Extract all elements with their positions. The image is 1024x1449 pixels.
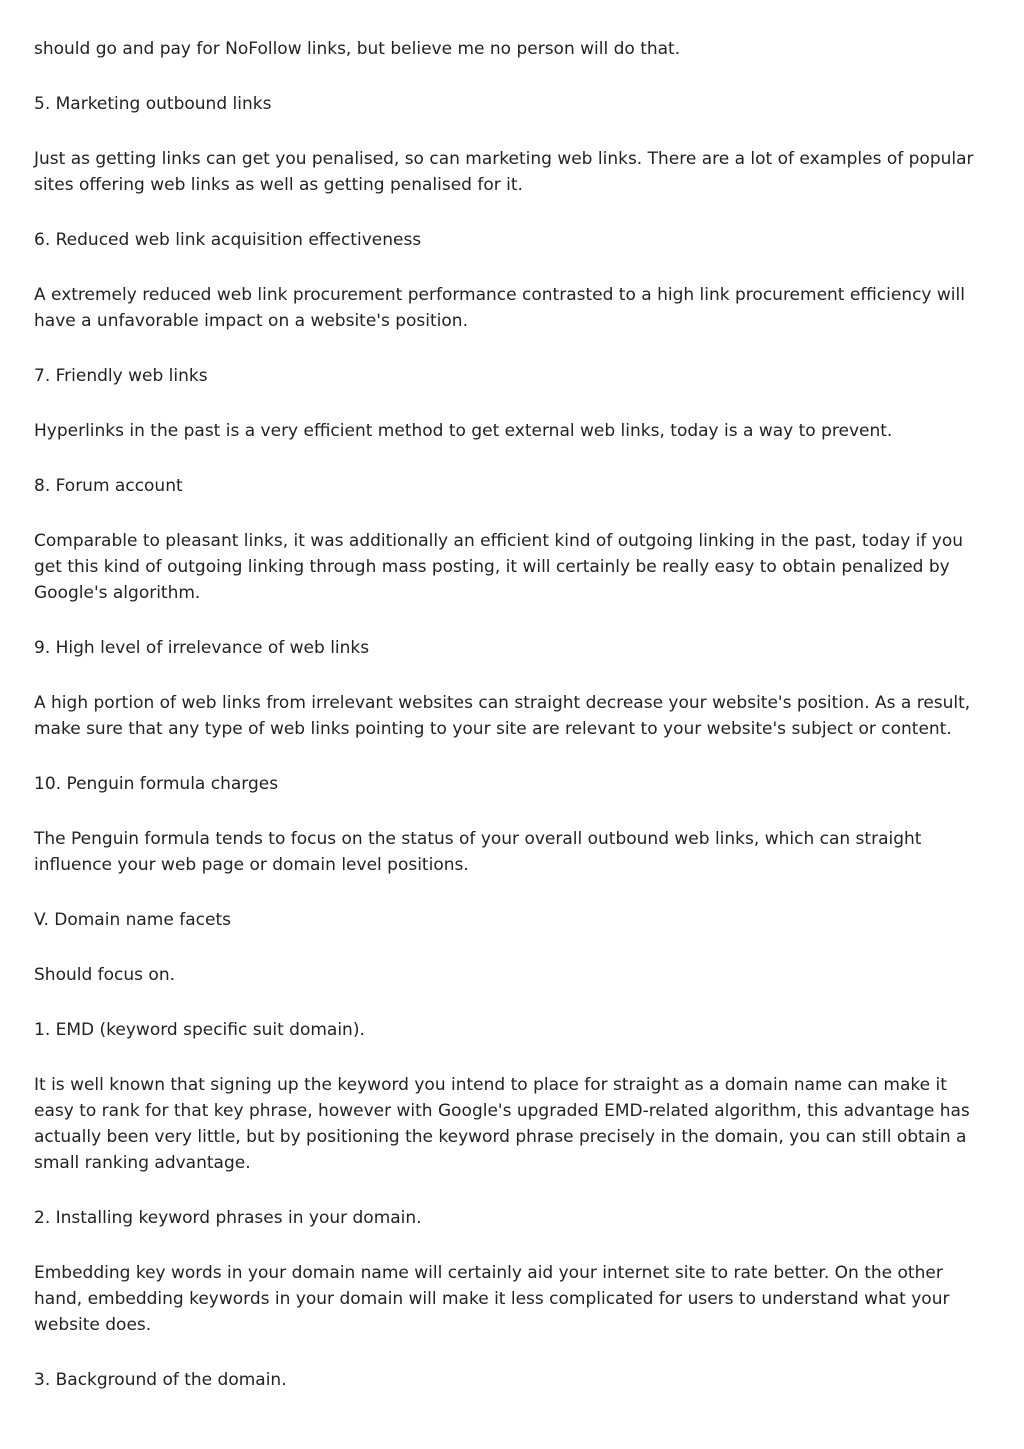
paragraph-emd: It is well known that signing up the keyword you intend to place for straight as a domain name can make it easy to rank for that key phrase, however with Google's upgraded EMD-related algorithm, this advantage has actually been very little, but by positioning the keyword phrase precisely in the domain, you can still obtain a small ranking advantage. bbox=[34, 1075, 970, 1173]
heading-emd: 1. EMD (keyword specific suit domain). bbox=[34, 1020, 365, 1040]
paragraph-friendly-web-links: Hyperlinks in the past is a very efficient method to get external web links, today is a way to prevent. bbox=[34, 421, 893, 441]
heading-marketing-outbound-links: 5. Marketing outbound links bbox=[34, 94, 272, 114]
paragraph-irrelevance-of-links: A high portion of web links from irrelevant websites can straight decrease your website's position. As a result, make sure that any type of web links pointing to your site are relevant to your website's subject or content. bbox=[34, 693, 971, 739]
paragraph-installing-keywords: Embedding key words in your domain name will certainly aid your internet site to rate better. On the other hand, embedding keywords in your domain will make it less complicated for users to understand what your website does. bbox=[34, 1263, 950, 1335]
heading-installing-keywords: 2. Installing keyword phrases in your domain. bbox=[34, 1208, 422, 1228]
heading-domain-background: 3. Background of the domain. bbox=[34, 1370, 287, 1390]
heading-domain-name-facets: V. Domain name facets bbox=[34, 910, 231, 930]
heading-penguin-formula: 10. Penguin formula charges bbox=[34, 774, 279, 794]
heading-irrelevance-of-links: 9. High level of irrelevance of web links bbox=[34, 638, 370, 658]
paragraph-marketing-outbound-links: Just as getting links can get you penalised, so can marketing web links. There are a lot of examples of popular sites offering web links as well as getting penalised for it. bbox=[34, 149, 974, 195]
paragraph-nofollow-continuation: should go and pay for NoFollow links, but believe me no person will do that. bbox=[34, 39, 681, 59]
paragraph-link-acquisition-effectiveness: A extremely reduced web link procurement performance contrasted to a high link procurement efficiency will have a unfavorable impact on a website's position. bbox=[34, 285, 965, 331]
heading-friendly-web-links: 7. Friendly web links bbox=[34, 366, 208, 386]
paragraph-should-focus: Should focus on. bbox=[34, 965, 176, 985]
heading-link-acquisition-effectiveness: 6. Reduced web link acquisition effectiveness bbox=[34, 230, 422, 250]
heading-forum-account: 8. Forum account bbox=[34, 476, 183, 496]
paragraph-penguin-formula: The Penguin formula tends to focus on the status of your overall outbound web links, which can straight influence your web page or domain level positions. bbox=[34, 829, 922, 875]
paragraph-forum-account: Comparable to pleasant links, it was additionally an efficient kind of outgoing linking in the past, today if you get this kind of outgoing linking through mass posting, it will certainly be really easy to obtain penalized by Google's algorithm. bbox=[34, 531, 964, 603]
